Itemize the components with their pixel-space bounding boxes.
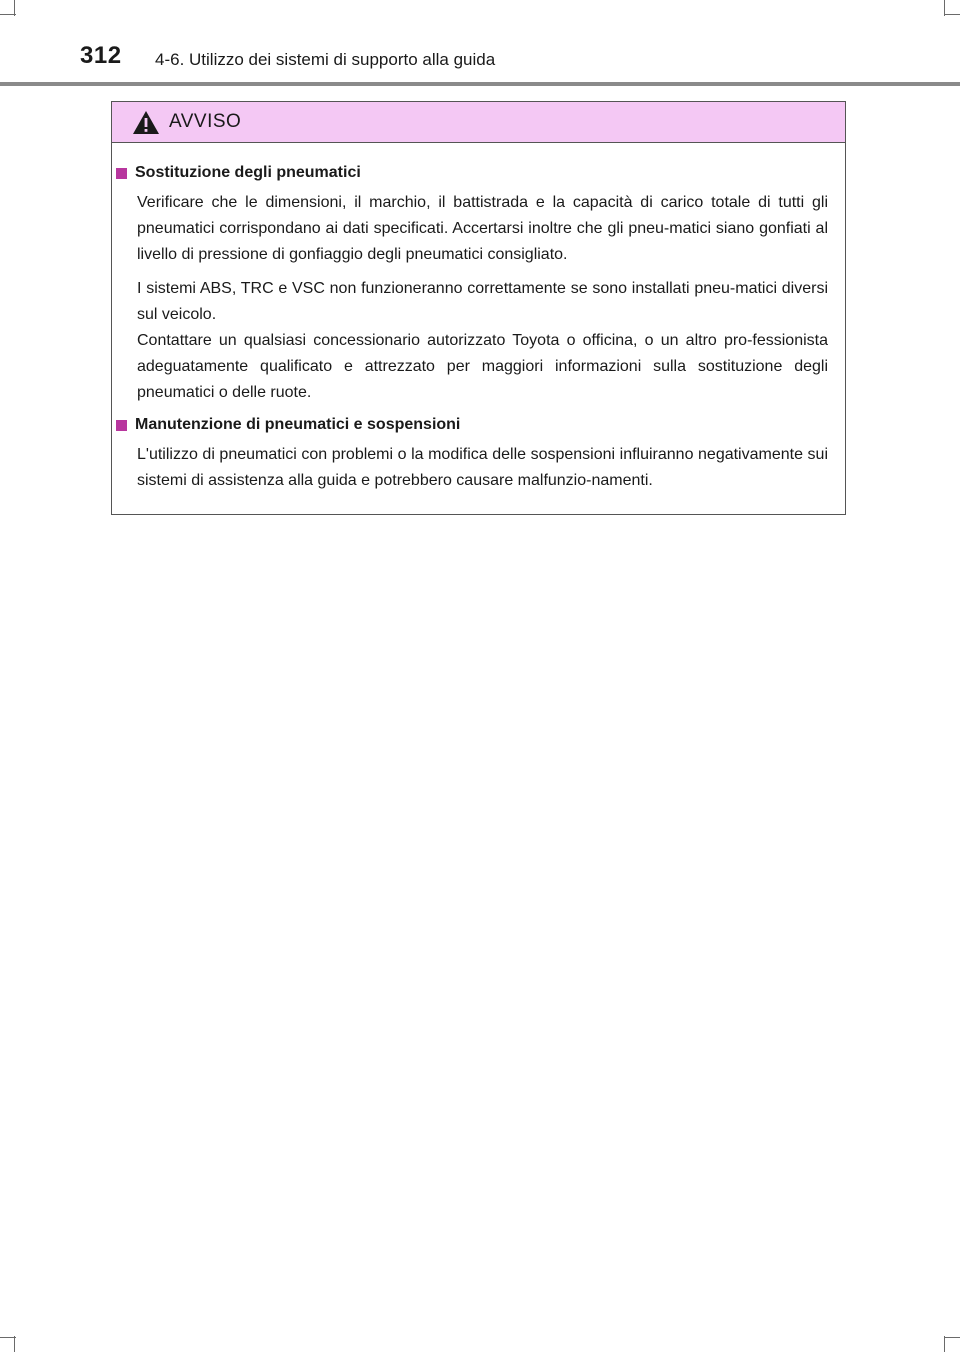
crop-mark (0, 14, 16, 15)
item-heading-text: Sostituzione degli pneumatici (135, 164, 361, 181)
warning-triangle-icon (132, 110, 160, 135)
paragraph: Verificare che le dimensioni, il marchio, il battistrada e la capacità di carico totale di tutti gli pneumatici corrispondano ai dati specificati. Accertarsi inoltre che gli pneu-matici siano gonfiati al livello di pressione di gonfiaggio degli pneumatici consigliato. (137, 194, 828, 263)
item-heading (116, 414, 828, 436)
crop-mark (944, 1336, 945, 1352)
square-bullet-icon (116, 420, 127, 431)
crop-mark (0, 1337, 16, 1338)
crop-mark (944, 1337, 960, 1338)
item-heading (116, 162, 828, 184)
paragraph: I sistemi ABS, TRC e VSC non funzioneranno correttamente se sono installati pneu-matici diversi sul veicolo. (137, 280, 828, 323)
warning-title: AVVISO (169, 111, 242, 132)
item-heading-text: Manutenzione di pneumatici e sospensioni (135, 416, 461, 433)
square-bullet-icon (116, 168, 127, 179)
warning-header (112, 102, 845, 143)
page-number: 312 (80, 42, 122, 69)
crop-mark (14, 1336, 15, 1352)
header-divider (0, 82, 960, 86)
crop-mark (944, 14, 960, 15)
warning-body (112, 143, 845, 494)
section-title: 4-6. Utilizzo dei sistemi di supporto alla guida (155, 50, 496, 69)
warning-box (111, 101, 846, 515)
paragraph: L'utilizzo di pneumatici con problemi o la modifica delle sospensioni influiranno negativamente sui sistemi di assistenza alla guida e potrebbero causare malfunzio-namenti. (137, 446, 828, 489)
paragraph: Contattare un qualsiasi concessionario autorizzato Toyota o officina, o un altro pro-fessionista adeguatamente qualificato e attrezzato per maggiori informazioni sulla sostituzione degli pneumatici o delle ruote. (137, 332, 828, 401)
